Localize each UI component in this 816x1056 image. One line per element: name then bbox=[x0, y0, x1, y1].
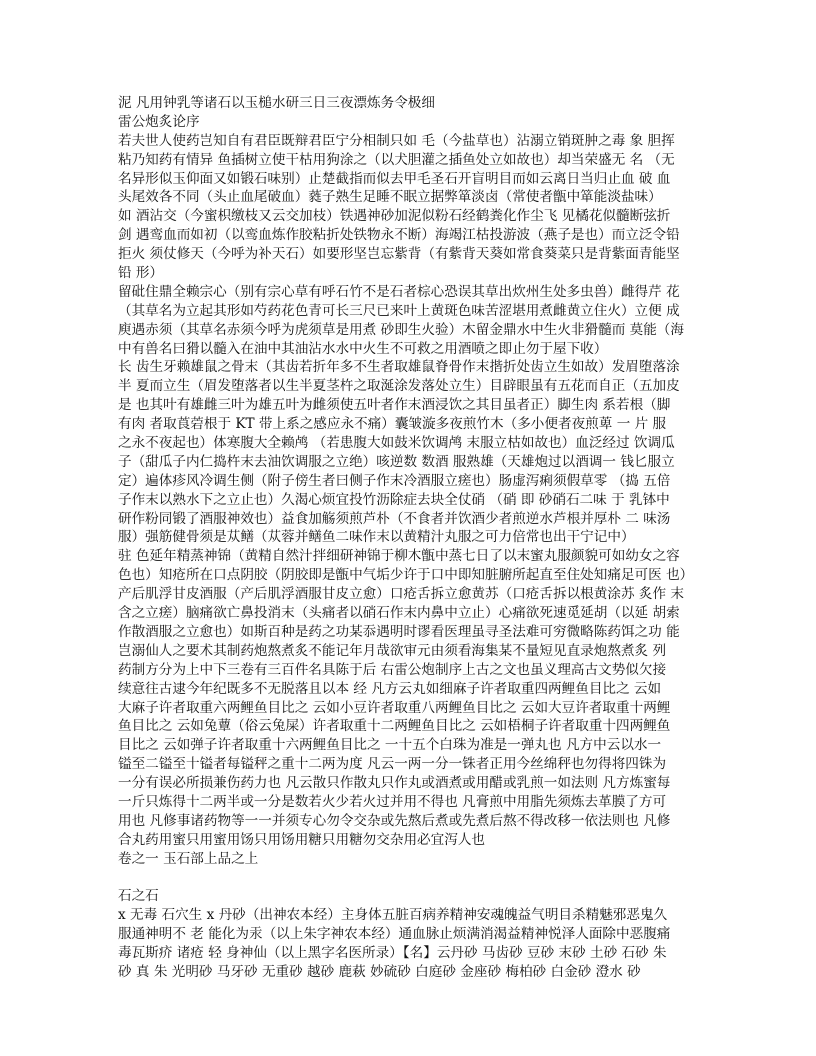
text-line: 石之石 bbox=[118, 888, 159, 905]
text-line: 中有兽名曰猾以髓入在油中其油沾水水中火生不可救之用酒喷之即止勿于屋下收） bbox=[118, 340, 608, 357]
text-line: 砂 真 朱 光明砂 马牙砂 无重砂 越砂 鹿萩 妙硫砂 白庭砂 金座砂 梅柏砂 白金砂 澄水 砂 bbox=[118, 963, 641, 980]
text-line: 合丸药用蜜只用蜜用饧只用饧用糖只用糖勿交杂用必宜泻人也 bbox=[118, 831, 486, 848]
document-page bbox=[118, 94, 708, 982]
text-line: 驻 色延年精蒸神锦（黄精自然汁拌细研神锦于柳木甑中蒸七日了以末蜜丸服颜貌可如幼女之容 bbox=[118, 548, 680, 565]
text-line: 粘乃知药有情异 鱼插树立使干枯用狗涂之（以犬胆灌之插鱼处立如故也）却当荣盛无 名 （无 bbox=[118, 151, 675, 168]
blank-line bbox=[118, 869, 708, 888]
text-line: 之永不夜起也）体寒腹大全赖鸬 （若患腹大如鼓米饮调鸬 末服立枯如故也）血泛经过 饮调瓜 bbox=[118, 435, 675, 452]
text-line: 卷之一 玉石部上品之上 bbox=[118, 850, 259, 867]
text-line: 拒火 须仗修天（今呼为补天石）如要形坚岂忘紫背（有紫背天葵如常食葵菜只是背紫面青能坚 bbox=[118, 246, 680, 263]
text-line: 鱼目比之 云如兔蕈（俗云兔屎）许者取重十二两鲤鱼目比之 云如梧桐子许者取重十四两鲤鱼 bbox=[118, 718, 671, 735]
text-line: 子（甜瓜子内仁捣杵末去油饮调服之立绝）咳逆数 数酒 服熟雄（天雄炮过以酒调一 钱匕服立 bbox=[118, 453, 675, 470]
text-line: 名异形似玉仰面又如锻石味别）止楚截指而似去甲毛圣石开盲明目而如云离日当归止血 破 血 bbox=[118, 170, 671, 187]
text-line: 头尾效各不同（头止血尾破血）蕤子熟生足睡不眠立据弊箪淡卤（常使者甑中箪能淡盐味） bbox=[118, 189, 662, 206]
text-line: 如 酒沾交（今蜜枳缴枝又云交加枝）铁遇神砂加泥似粉石经鹤粪化作尘飞 见橘花似髓断弦折 bbox=[118, 208, 671, 225]
text-line: 留砒住鼎全赖宗心（别有宗心草有呼石竹不是石者棕心恐误其草出炊州生处多虫兽）雌得芹 花 bbox=[118, 283, 680, 300]
text-line: 泥 凡用钟乳等诸石以玉槌水研三日三夜漂炼务令极细 bbox=[118, 95, 435, 111]
text-line: 大麻子许者取重六两鲤鱼目比之 云如小豆许者取重八两鲤鱼目比之 云如大豆许者取重十两鲤 bbox=[118, 699, 671, 716]
text-line: 雷公炮炙论序 bbox=[118, 113, 200, 130]
text-line: 庾遇赤须（其草名赤须今呼为虎须草是用煮 砂即生火验）木留金鼎水中生火非猾髓而 莫能（海 bbox=[118, 321, 684, 338]
text-line: 药制方分为上中下三卷有三百件名具陈于后 右雷公炮制序上古之文也虽义理高古文势似欠接 bbox=[118, 661, 667, 678]
text-line: 续意往古逮今年纪既多不无脱落且以本 经 凡方云丸如细麻子许者取重四两鲤鱼目比之 云如 bbox=[118, 680, 662, 697]
text-line: 服）强筋健骨须是苁鳝（苁蓉并鳝鱼二味作末以黄精汁丸服之可力倍常也出干宁记中） bbox=[118, 529, 635, 546]
text-line: 铅 形） bbox=[118, 265, 164, 282]
text-line: 目比之 云如弹子许者取重十六两鲤鱼目比之 一十五个白珠为准是一弹丸也 凡方中云以水一 bbox=[118, 737, 662, 754]
text-line: 一斤只炼得十二两半或一分是数若火少若火过并用不得也 凡膏煎中用脂先须炼去革膜了方可 bbox=[118, 793, 667, 810]
text-line: 镒至二镒至十镒者每镒秤之重十二两为度 凡云一两一分一铢者正用今丝绵秤也勿得将四铢为 bbox=[118, 756, 667, 773]
text-line: 研作粉同锻了酒服神效也）益食加觞须煎芦朴（不食者并饮酒少者煎逆水芦根并厚朴 二 味汤 bbox=[118, 510, 671, 527]
text-line: 剑 遇鸾血而如初（以鸾血炼作胶粘折处铁物永不断）海竭江枯投游波（燕子是也）而立泛令铅 bbox=[118, 227, 680, 244]
text-line: 用也 凡修事诸药物等一一并须专心勿令交杂或先熬后煮或先煮后熬不得改移一依法则也 凡修 bbox=[118, 812, 671, 829]
text-line: 含之立瘥）脑痛欲亡鼻投消末（头痛者以硝石作末内鼻中立止）心痛欲死速觅延胡（以延 胡索 bbox=[118, 605, 680, 622]
text-line: 子作末以熟水下之立止也）久渴心烦宜投竹沥除症去块全仗硝 （硝 即 砂硝石二味 于 乳钵中 bbox=[118, 491, 670, 508]
text-line: 是 也其叶有雄雌三叶为雄五叶为雌须使五叶者作末酒浸饮之其目虽者正）脚生肉 系若根（脚 bbox=[118, 397, 671, 414]
text-line: （其草名为立起其形如芍药花色青可长三尺已来叶上黄斑色味苦涩堪用煮雌黄立住火）立便 成 bbox=[118, 302, 680, 319]
text-line: 一分有误必所损兼伤药力也 凡云散只作散丸只作丸或酒煮或用醋或乳煎一如法则 凡方炼蜜每 bbox=[118, 775, 671, 792]
text-line: 长 齿生牙赖雄鼠之骨末（其齿若折年多不生者取雄鼠脊骨作末揩折处齿立生如故）发眉堕落涂 bbox=[118, 359, 680, 376]
text-line: 色也）知疮所在口点阴胶（阴胶即是甑中气垢少许于口中即知脏腑所起直至住处知痛足可医 也） bbox=[118, 567, 694, 584]
text-line: x 无毒 石穴生 x 丹砂（出神农本经）主身体五脏百病养精神安魂魄益气明目杀精魅邪恶鬼久 bbox=[118, 907, 668, 924]
text-line: 产后肌浮甘皮酒服（产后肌浮酒服甘皮立愈）口疮舌拆立愈黄苏（口疮舌拆以根黄涂苏 炙作 末 bbox=[118, 586, 684, 603]
text-line: 毒瓦斯疥 诸疮 轻 身神仙（以上黑字名医所录）【名】云丹砂 马齿砂 豆砂 末砂 土砂 石砂 朱 bbox=[118, 945, 667, 962]
text-line: 若夫世人使药岂知自有君臣既辩君臣宁分相制只如 毛（今盐草也）沾溺立销斑肿之毒 象 胆挥 bbox=[118, 132, 675, 149]
text-line: 作散酒服之立愈也）如斯百种是药之功某忝遇明时谬看医理虽寻圣法难可穷微略陈药饵之功 能 bbox=[118, 623, 680, 640]
text-line: 半 夏而立生（眉发堕落者以生半夏茎杵之取涎涂发落处立生）目辟眼虽有五花而自正（五加皮 bbox=[118, 378, 680, 395]
text-line: 定）遍体疹风冷调生侧（附子傍生者曰侧子作末冷酒服立瘥也）肠虚泻痢须假草零 （捣 五倍 bbox=[118, 472, 671, 489]
text-line: 有肉 者取莨菪根于 KT 带上系之感应永不痛）囊皱漩多夜煎竹木（多小便者夜煎萆 一 片 服 bbox=[118, 416, 667, 433]
text-line: 岂溺仙人之要术其制药炮熬煮炙不能记年月哉欲审元由须看海集某不量短见直录炮熬煮炙 列 bbox=[118, 642, 667, 659]
text-line: 服通神明不 老 能化为汞（以上朱字神农本经）通血脉止烦满消渴益精神悦泽人面除中恶腹痛 bbox=[118, 926, 671, 943]
